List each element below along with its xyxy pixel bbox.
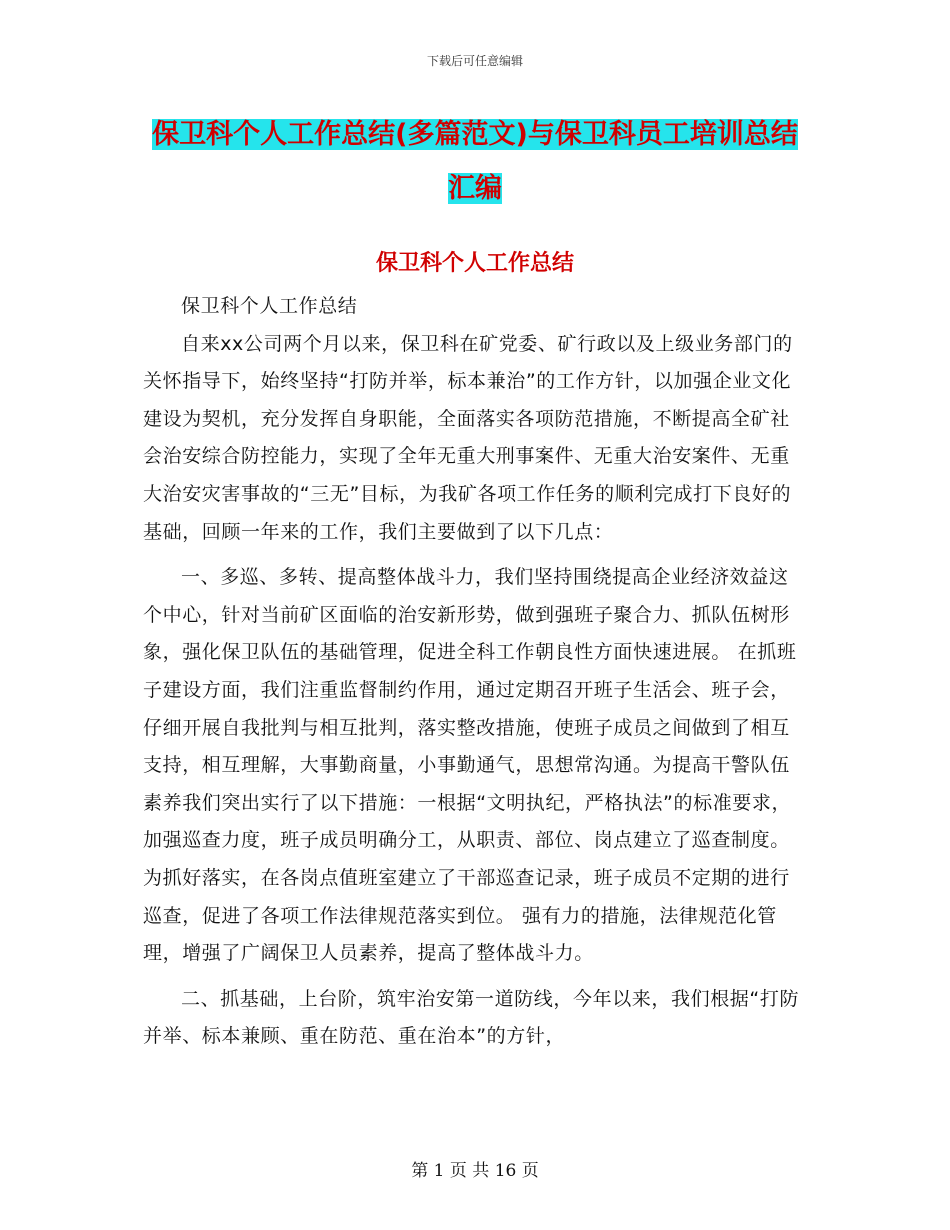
section-heading: 保卫科个人工作总结 — [375, 251, 574, 276]
body-paragraph: 保卫科个人工作总结 — [181, 295, 358, 317]
document-title — [140, 108, 810, 216]
body-paragraph: 一、多巡、多转、提高整体战斗力，我们坚持围绕提高企业经济效益这个中心，针对当前矿区面临的治安新形势，做到强班子聚合力、抓队伍树形象，强化保卫队伍的基础管理，促进全科工作朝良性方面快速进展。 在抓班子建设方面，我们注重监督制约作用，通过定期召开班子生活会、班子会，仔细开展自我批判与相互批判，落实整改措施，使班子成员之间做到了相互支持，相互理解，大事勤商量，小事勤通气，思想常沟通。为提高干警队伍素养我们突出实行了以下措施：一根据“文明执纪，严格执法”的标准要求，加强巡查力度，班子成员明确分工，从职责、部位、岗点建立了巡查制度。为抓好落实，在各岗点值班室建立了干部巡查记录，班子成员不定期的进行巡查，促进了各项工作法律规范落实到位。 强有力的措施，法律规范化管理，增强了广阔保卫人员素养，提高了整体战斗力。 — [143, 566, 797, 965]
document-title-text: 保卫科个人工作总结(多篇范文)与保卫科员工培训总结汇编 — [152, 119, 798, 204]
page-footer-number: 第 1 页 共 16 页 — [411, 1161, 539, 1181]
document-body — [143, 288, 808, 1056]
body-paragraph: 二、抓基础，上台阶，筑牢治安第一道防线，今年以来，我们根据“打防并举、标本兼顾、重在防范、重在治本”的方针， — [143, 987, 800, 1048]
body-paragraph: 自来xx公司两个月以来，保卫科在矿党委、矿行政以及上级业务部门的关怀指导下，始终坚持“打防并举，标本兼治”的工作方针，以加强企业文化建设为契机，充分发挥自身职能，全面落实各项防范措施，不断提高全矿社会治安综合防控能力，实现了全年无重大刑事案件、无重大治安案件、无重大治安灾害事故的“三无”目标，为我矿各项工作任务的顺利完成打下良好的基础，回顾一年来的工作，我们主要做到了以下几点： — [143, 332, 793, 543]
page-header-note: 下载后可任意编辑 — [426, 54, 523, 68]
